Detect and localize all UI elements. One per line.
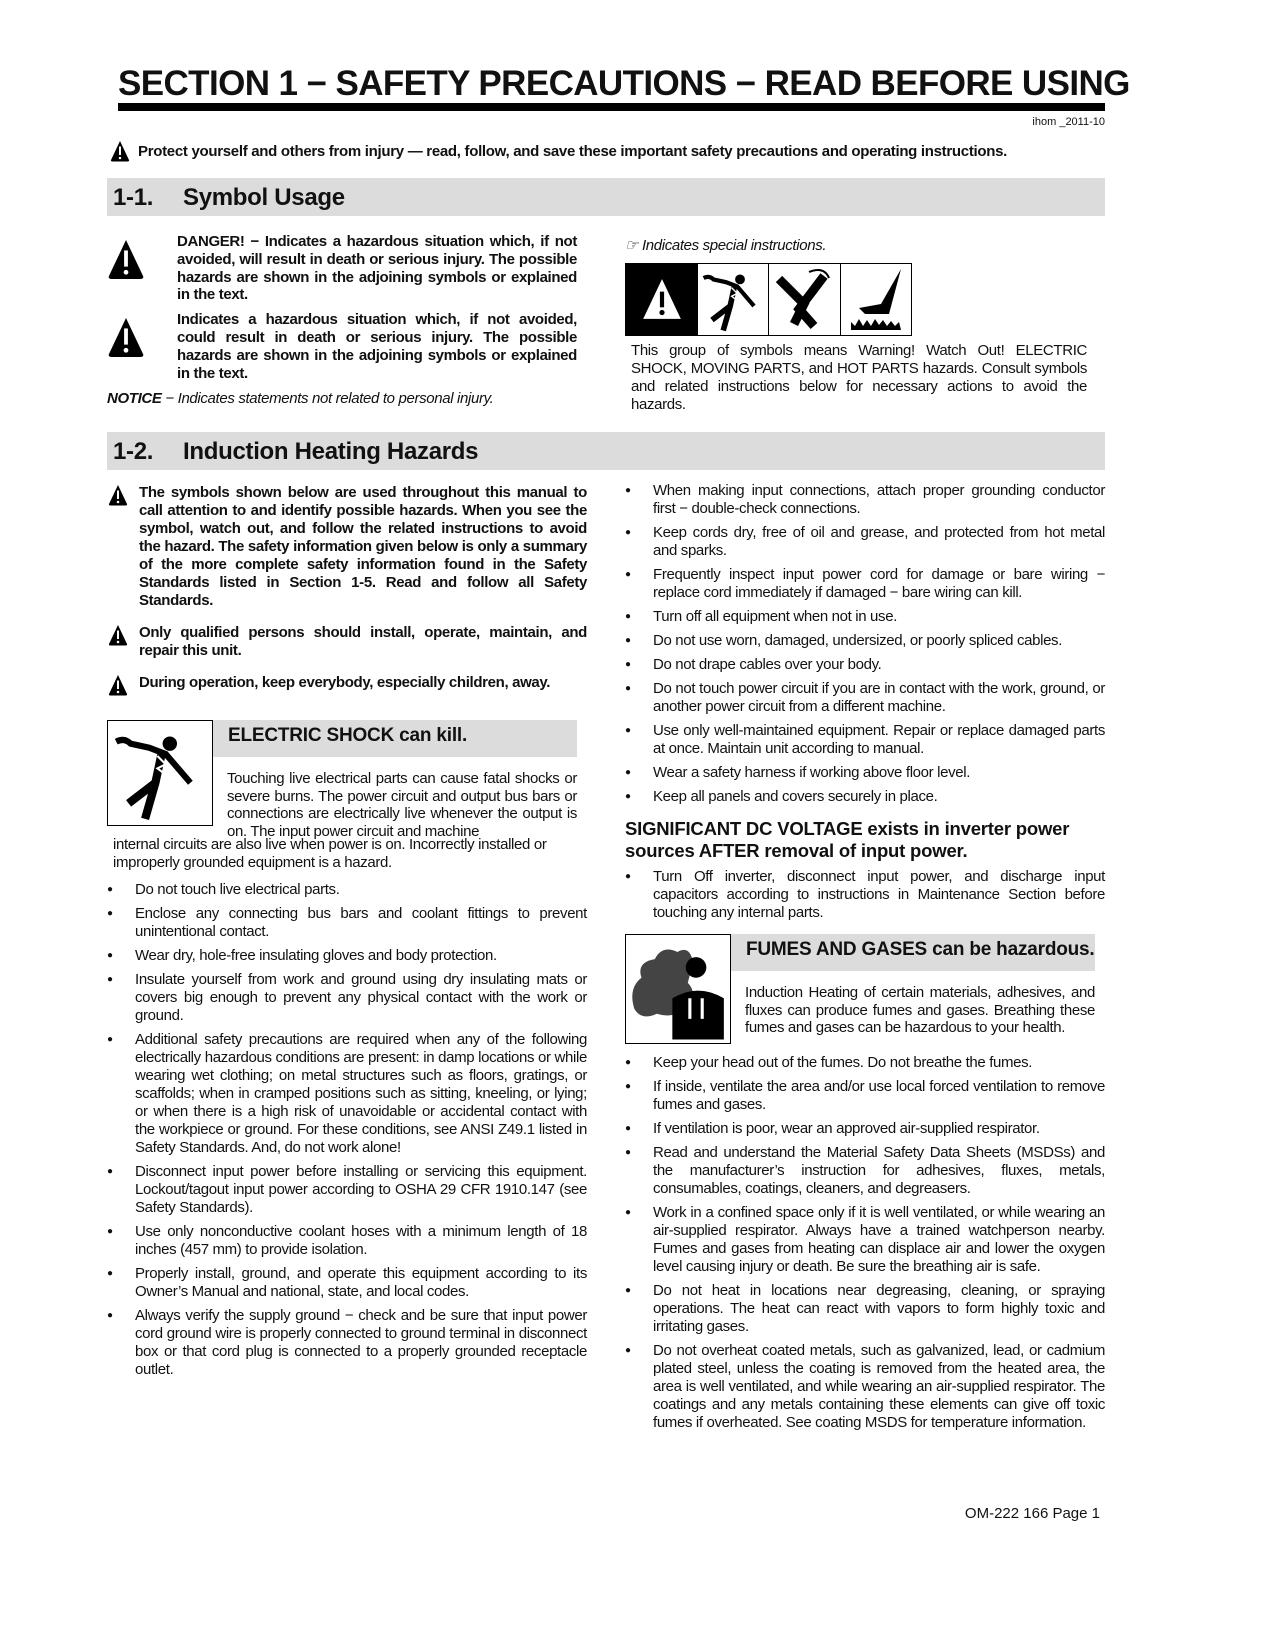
section-title: Induction Heating Hazards [183,438,479,465]
general-warning [107,624,587,660]
page-title: SECTION 1 − SAFETY PRECAUTIONS − READ BEFORE USING [118,64,1130,103]
section-header-1-1 [107,178,1105,216]
notice-line [107,390,577,408]
fumes-block [625,934,1105,1046]
hot-parts-icon [841,264,911,335]
electric-shock-icon [698,264,770,335]
general-warning [107,674,587,696]
list-item: ● Disconnect input power before installing or servicing this equipment. Lockout/tagout input power according to OSHA 29 CFR 1910.147 (see Safety Standards). [107,1163,587,1217]
list-item: ● Do not use worn, damaged, undersized, or poorly spliced cables. [625,632,1105,650]
left-column [107,484,587,1385]
list-item: ● Properly install, ground, and operate this equipment according to its Owner’s Manual and national, state, and local codes. [107,1265,587,1301]
general-warning [107,484,587,610]
danger-text: DANGER! − Indicates a hazardous situation which, if not avoided, will result in death or serious injury. The possible hazards are shown in the adjoining symbols or explained in the text. [177,233,577,304]
warning-text: Indicates a hazardous situation which, if not avoided, could result in death or serious injury. The possible hazards are shown in the adjoining symbols or explained in the text. [177,311,577,382]
list-item: ● Read and understand the Material Safety Data Sheets (MSDSs) and the manufacturer’s instruction for adhesives, fluxes, metals, consumables, coatings, cleaners, and degreasers. [625,1144,1105,1198]
section-number: 1-2. [113,438,154,465]
warning-icon [107,315,145,359]
list-item: ● Keep all panels and covers securely in place. [625,788,1105,806]
list-item: ● Use only well-maintained equipment. Repair or replace damaged parts at once. Maintain unit according to manual. [625,722,1105,758]
electric-shock-icon [107,720,213,826]
list-item: ● Work in a confined space only if it is well ventilated, or while wearing an air-supplied respirator. Always have a trained watchperson nearby. Fumes and gases from heating can displace air and lower the oxygen level causing injury or death. Be sure the breathing air is safe. [625,1204,1105,1276]
warning-icon [110,140,130,162]
right-column [625,482,1105,1438]
list-item: ● Turn Off inverter, disconnect input power, and discharge input capacitors according to instructions in Maintenance Section before touching any internal parts. [625,868,1105,922]
list-item: ● Do not touch power circuit if you are in contact with the work, ground, or another power circuit from a different machine. [625,680,1105,716]
intro-text: Protect yourself and others from injury — read, follow, and save these important safety precautions and operating instructions. [138,142,1008,160]
list-item: ● Enclose any connecting bus bars and coolant fittings to prevent unintentional contact. [107,905,587,941]
fumes-icon [625,934,731,1044]
fumes-bullets [625,1054,1105,1432]
hazard-text-continued: internal circuits are also live when power is on. Incorrectly installed or improperly grounded equipment is a hazard. [113,836,547,871]
hazard-text: Touching live electrical parts can cause fatal shocks or severe burns. The power circuit and output bus bars or connections are electrically live whenever the output is on. The input power circuit and machine [227,770,577,840]
warning-icon [626,264,698,335]
warning-icon [107,484,129,506]
intro-warning [110,140,1110,162]
moving-parts-icon [769,264,841,335]
title-rule [118,103,1105,111]
warning-text: Only qualified persons should install, operate, maintain, and repair this unit. [139,624,587,659]
list-item: ● Keep your head out of the fumes. Do not breathe the fumes. [625,1054,1105,1072]
list-item: ● Frequently inspect input power cord for damage or bare wiring − replace cord immediately if damaged − bare wiring can kill. [625,566,1105,602]
warning-icon [107,674,129,696]
list-item: ● Use only nonconductive coolant hoses with a minimum length of 18 inches (457 mm) to provide isolation. [107,1223,587,1259]
special-instructions [625,237,1095,255]
dc-voltage-bullets [625,868,1105,922]
list-item: ● Wear dry, hole-free insulating gloves and body protection. [107,947,587,965]
section-title: Symbol Usage [183,184,345,211]
symbol-usage-left [107,233,577,408]
warning-block [107,311,577,382]
list-item: ● If inside, ventilate the area and/or use local forced ventilation to remove fumes and gases. [625,1078,1105,1114]
section-number: 1-1. [113,184,154,211]
list-item: ● Insulate yourself from work and ground using dry insulating mats or covers big enough to prevent any physical contact with the work or ground. [107,971,587,1025]
hazard-heading: FUMES AND GASES can be hazardous. [731,934,1095,971]
page-footer: OM-222 166 Page 1 [964,1505,1100,1522]
warning-text: The symbols shown below are used throughout this manual to call attention to and identify possible hazards. When you see the symbol, watch out, and follow the related instructions to avoid the hazard. The safety information given below is only a summary of the more complete safety information found in the Safety Standards listed in Section 1-5. Read and follow all Safety Standards. [139,484,587,609]
danger-icon [107,237,145,281]
list-item: ● Do not overheat coated metals, such as galvanized, lead, or cadmium plated steel, unless the coating is removed from the heated area, the area is well ventilated, and while wearing an air-supplied respirator. The coatings and any metals containing these elements can give off toxic fumes if overheated. See coating MSDS for temperature information. [625,1342,1105,1432]
list-item: ● Additional safety precautions are required when any of the following electrically hazardous conditions are present: in damp locations or while wearing wet clothing; on metal structures such as floors, gratings, or scaffolds; when in cramped positions such as sitting, kneeling, or lying; or when there is a high risk of unavoidable or accidental contact with the workpiece or ground. For these conditions, see ANSI Z49.1 listed in Safety Standards. And, do not work alone! [107,1031,587,1157]
dc-voltage-heading: SIGNIFICANT DC VOLTAGE exists in inverter power sources AFTER removal of input power. [625,818,1070,861]
electric-shock-bullets [107,881,587,1379]
electric-shock-bullets-continued [625,482,1105,806]
list-item: ● When making input connections, attach proper grounding conductor first − double-check connections. [625,482,1105,518]
list-item: ● Do not drape cables over your body. [625,656,1105,674]
notice-text: − Indicates statements not related to personal injury. [161,390,494,408]
section-header-1-2 [107,432,1105,470]
notice-label: NOTICE [107,390,162,408]
list-item: ● Keep cords dry, free of oil and grease, and protected from hot metal and sparks. [625,524,1105,560]
hazard-symbol-group [625,263,912,336]
warning-text: During operation, keep everybody, especially children, away. [139,674,551,691]
list-item: ● Do not heat in locations near degreasing, cleaning, or spraying operations. The heat can react with vapors to form highly toxic and irritating gases. [625,1282,1105,1336]
hazard-text: Induction Heating of certain materials, adhesives, and fluxes can produce fumes and gases. Breathing these fumes and gases can be hazardous to your health. [745,984,1095,1036]
symbol-usage-right [625,237,1095,414]
list-item: ● Do not touch live electrical parts. [107,881,587,899]
group-description: This group of symbols means Warning! Watch Out! ELECTRIC SHOCK, MOVING PARTS, and HOT PARTS hazards. Consult symbols and related instructions below for necessary actions to avoid the hazards. [631,342,1087,413]
list-item: ● Wear a safety harness if working above floor level. [625,764,1105,782]
hazard-heading: ELECTRIC SHOCK can kill. [213,720,577,757]
special-text: Indicates special instructions. [641,237,827,254]
list-item: ● Always verify the supply ground − check and be sure that input power cord ground wire is properly connected to ground terminal in disconnect box or that cord plug is connected to a properly grounded receptacle outlet. [107,1307,587,1379]
pointing-hand-icon: ☞ [625,237,639,254]
list-item: ● If ventilation is poor, wear an approved air-supplied respirator. [625,1120,1105,1138]
danger-block [107,233,577,304]
doc-code: ihom _2011-10 [1032,116,1105,128]
electric-shock-block [107,720,587,840]
list-item: ● Turn off all equipment when not in use. [625,608,1105,626]
warning-icon [107,624,129,646]
